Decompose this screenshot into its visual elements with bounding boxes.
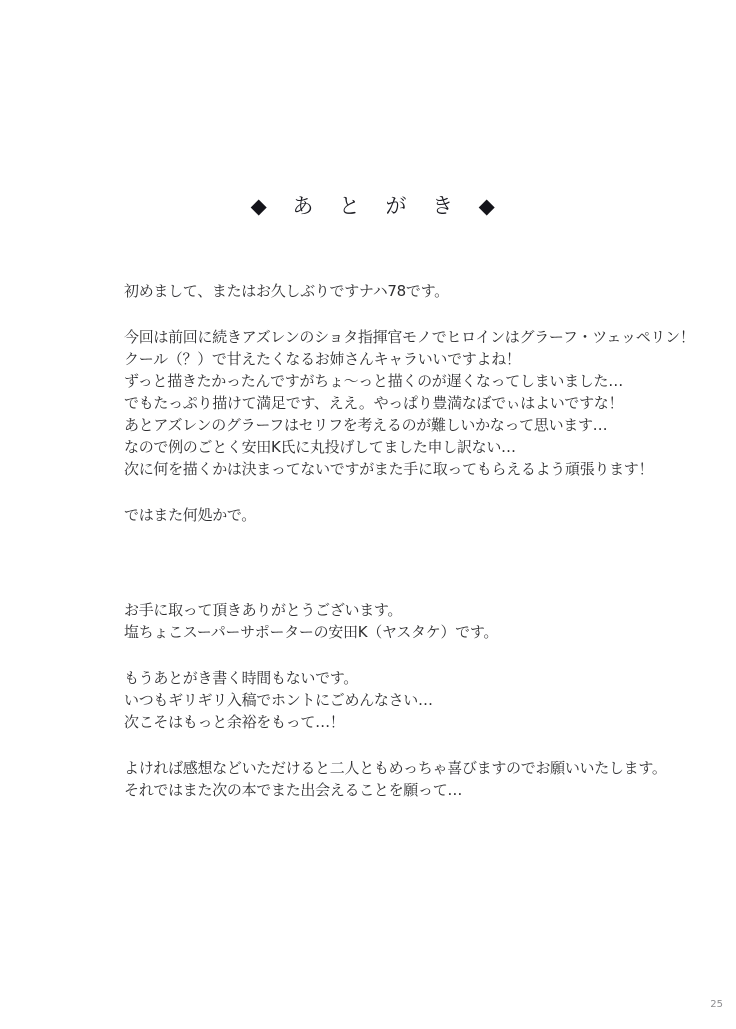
naha78-body-line: 今回は前回に続きアズレンのショタ指揮官モノでヒロインはグラーフ・ツェッペリン！ [124, 328, 695, 346]
naha78-greeting: 初めまして、またはお久しぶりですナハ78です。 [124, 282, 449, 300]
diamond-right-icon: ◆ [478, 194, 505, 218]
naha78-body-line: あとアズレンのグラーフはセリフを考えるのが難しいかなって思います… [124, 416, 608, 434]
yasuda-k-greeting-line: お手に取って頂きありがとうございます。 [124, 601, 403, 619]
page-title [0, 190, 736, 220]
naha78-body-line: ずっと描きたかったんですがちょ～っと描くのが遅くなってしまいました… [124, 372, 623, 390]
yasuda-k-body-line: 次こそはもっと余裕をもって…！ [124, 713, 345, 731]
page-number: 25 [710, 999, 723, 1010]
yasuda-k-body-line: もうあとがき書く時間もないです。 [124, 669, 359, 687]
yasuda-k-message-section [124, 599, 684, 801]
naha78-body-line: でもたっぷり描けて満足です、ええ。やっぱり豊満なぼでぃはよいですな！ [124, 394, 624, 412]
diamond-left-icon: ◆ [250, 194, 277, 218]
naha78-body-line: クール（？）で甘えたくなるお姉さんキャラいいですよね！ [124, 350, 521, 368]
page-title-text: あ と が き [292, 194, 463, 218]
naha78-body-line: なので例のごとく安田K氏に丸投げしてました申し訳ない… [124, 438, 516, 456]
naha78-closing: ではまた何処かで。 [124, 506, 257, 524]
yasuda-k-closing-line: それではまた次の本でまた出会えることを願って… [124, 781, 463, 799]
naha78-body-line: 次に何を描くかは決まってないですがまた手に取ってもらえるよう頑張ります！ [124, 460, 654, 478]
yasuda-k-greeting-line: 塩ちょこスーパーサポーターの安田K（ヤスタケ）です。 [124, 623, 499, 641]
yasuda-k-body-line: いつもギリギリ入稿でホントにごめんなさい… [124, 691, 433, 709]
naha78-message-section [124, 280, 695, 526]
yasuda-k-closing-line: よければ感想などいただけると二人ともめっちゃ喜びますのでお願いいたします。 [124, 759, 667, 777]
